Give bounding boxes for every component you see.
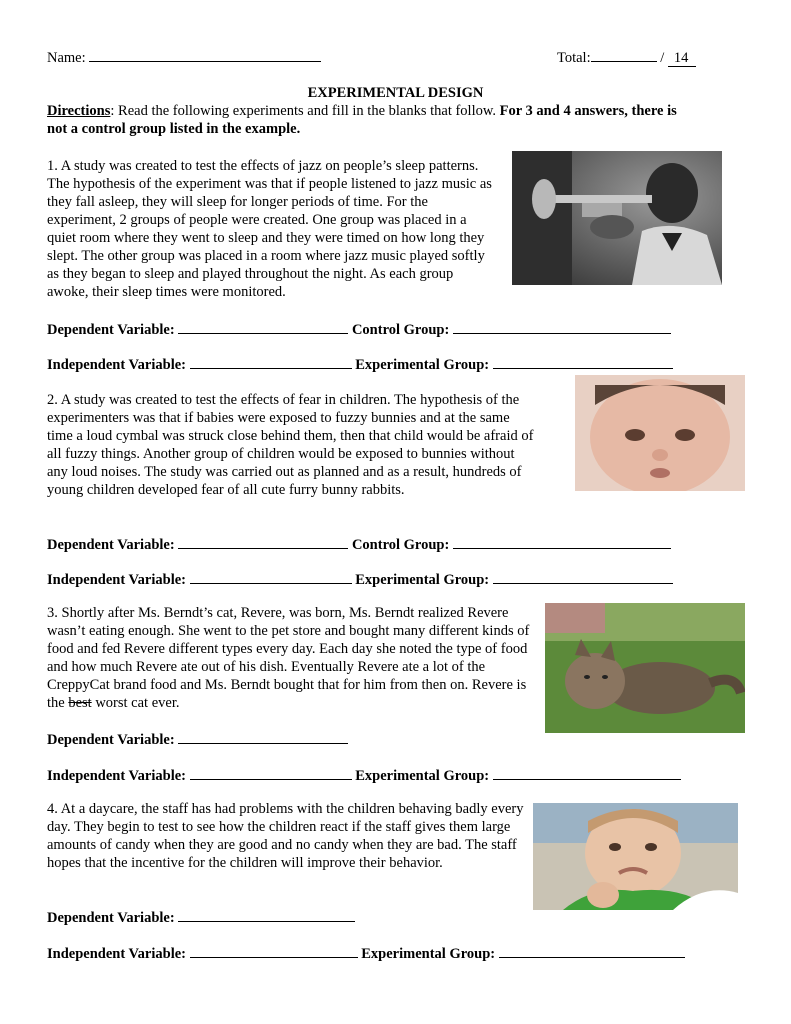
q4-answer-row-1 [47, 908, 355, 927]
q3-answer-row-2 [47, 766, 681, 785]
question-3-end: worst cat ever. [91, 695, 180, 711]
cat-photo [545, 603, 745, 733]
total-label: Total: [557, 50, 591, 66]
question-1-text: 1. A study was created to test the effects of jazz on people’s sleep patterns. The hypothesis of the experiment was that if people listened to jazz music as they fall asleep, they will sleep for longer periods of time. For the experiment, 2 groups of people were created. One group was placed in a quiet room where they went to sleep and they were timed on how long they slept. The other group was placed in a room where jazz music played softly as they began to sleep and played throughout the night. As each group awoke, their sleep times were monitored. [47, 158, 492, 300]
question-2-text: 2. A study was created to test the effects of fear in children. The hypothesis of the experimenters was that if babies were exposed to fuzzy bunnies and at the same time a loud cymbal was struck close behind them, then that child would be afraid of all fuzzy things. Another group of children would be exposed to bunnies without any loud noises. The study was carried out as planned and as a result, hundreds of young children developed fear of all cute furry bunny rabbits. [47, 392, 534, 498]
q1-experimental-field[interactable] [493, 355, 673, 369]
q3-experimental-field[interactable] [493, 766, 681, 780]
directions-text: : Read the following experiments and fill in the blanks that follow. [110, 103, 500, 119]
q2-answer-row-1 [47, 535, 671, 554]
dependent-variable-label: Dependent Variable: [47, 910, 175, 926]
q2-answer-row-2 [47, 570, 673, 589]
q1-independent-field[interactable] [190, 355, 352, 369]
q3-dependent-field[interactable] [178, 730, 348, 744]
experimental-group-label: Experimental Group: [355, 357, 490, 373]
independent-variable-label: Independent Variable: [47, 768, 186, 784]
q1-dependent-field[interactable] [178, 320, 348, 334]
independent-variable-label: Independent Variable: [47, 357, 186, 373]
q2-independent-field[interactable] [190, 570, 352, 584]
name-field[interactable] [89, 48, 321, 62]
dependent-variable-label: Dependent Variable: [47, 322, 175, 338]
q1-answer-row-2 [47, 355, 673, 374]
experimental-group-label: Experimental Group: [355, 768, 490, 784]
dependent-variable-label: Dependent Variable: [47, 732, 175, 748]
q1-answer-row-1 [47, 320, 671, 339]
q1-control-field[interactable] [453, 320, 671, 334]
control-group-label: Control Group: [351, 322, 450, 338]
q4-independent-field[interactable] [190, 944, 358, 958]
q2-dependent-field[interactable] [178, 535, 348, 549]
jazz-trumpet-photo [512, 151, 722, 285]
control-group-label: Control Group: [351, 537, 450, 553]
experimental-group-label: Experimental Group: [355, 572, 490, 588]
total-max: 14 [668, 50, 697, 67]
independent-variable-label: Independent Variable: [47, 572, 186, 588]
q2-experimental-field[interactable] [493, 570, 673, 584]
name-label: Name: [47, 50, 86, 66]
baby-photo [575, 375, 745, 491]
directions [47, 102, 687, 138]
q2-control-field[interactable] [453, 535, 671, 549]
question-3-text [47, 604, 537, 712]
directions-note: For 3 and 4 answers, there is not a control group listed in the example. [47, 103, 677, 137]
experimental-group-label: Experimental Group: [361, 946, 496, 962]
struck-word: best [68, 695, 92, 711]
name-row [47, 48, 321, 67]
q4-answer-row-2 [47, 944, 685, 963]
q4-experimental-field[interactable] [499, 944, 685, 958]
directions-label: Directions [47, 103, 111, 119]
question-3-body: 3. Shortly after Ms. Berndt’s cat, Revere, was born, Ms. Berndt realized Revere wasn’t eating enough. She went to the pet store and bought many different kinds of food and fed Revere different types every day. Each day she noted the type of food and how much Revere ate out of his dish. Eventually Revere ate a lot of the CreppyCat brand food and Ms. Berndt bought that for him from then on. Revere is the [47, 605, 530, 711]
dependent-variable-label: Dependent Variable: [47, 537, 175, 553]
q4-dependent-field[interactable] [178, 908, 355, 922]
page-title: EXPERIMENTAL DESIGN [307, 85, 484, 101]
total-score-field[interactable] [591, 48, 657, 62]
q3-answer-row-1 [47, 730, 348, 749]
q3-independent-field[interactable] [190, 766, 352, 780]
success-kid-photo [533, 803, 738, 910]
independent-variable-label: Independent Variable: [47, 946, 186, 962]
total-separator: / [660, 50, 665, 66]
question-4-text: 4. At a daycare, the staff has had problems with the children behaving badly every day. They begin to test to see how the children react if the staff gives them large amounts of candy when they are good and no candy when they are bad. The staff hopes that the incentive for the children will improve their behavior. [47, 801, 524, 871]
total-row [557, 48, 696, 67]
